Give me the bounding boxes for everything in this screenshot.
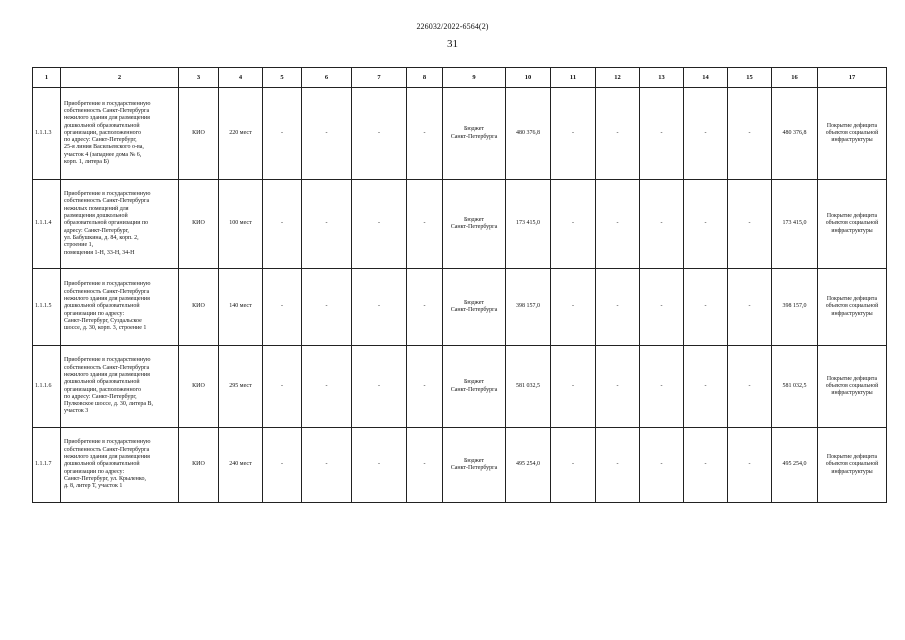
purpose-note-line: инфраструктуры: [831, 390, 873, 397]
purpose-note-line: объектов социальной: [825, 129, 879, 136]
value-cell: -: [551, 428, 596, 503]
item-description-line: нежилого здания для размещения: [64, 371, 150, 378]
item-description-line: нежилого здания для размещения: [64, 296, 150, 303]
funding-source-line: Санкт-Петербурга: [450, 133, 498, 140]
table-row: [33, 346, 887, 428]
purpose-note: [818, 428, 887, 503]
table-row: [33, 180, 887, 269]
item-description-line: Приобретение в государственную: [64, 100, 151, 107]
capacity-cell: 295 мест: [219, 346, 263, 428]
purpose-note-line: Покрытие дефицита: [826, 296, 878, 303]
item-description-line: по адресу: Санкт-Петербург,: [64, 393, 137, 400]
item-description: [61, 269, 179, 346]
item-description-line: помещения 1-Н, 33-Н, 34-Н: [64, 249, 135, 256]
value-cell: -: [728, 269, 772, 346]
funding-source: [443, 88, 506, 180]
purpose-note: [818, 88, 887, 180]
year-value-cell: 398 157,0: [772, 269, 818, 346]
item-description-line: образовательной организации по: [64, 220, 149, 227]
item-description-line: дошкольной образовательной: [64, 122, 140, 129]
item-description-line: дошкольной образовательной: [64, 461, 140, 468]
value-cell: -: [684, 180, 728, 269]
value-cell: -: [728, 88, 772, 180]
funding-source-line: Бюджет: [463, 457, 485, 464]
value-cell: -: [302, 269, 352, 346]
value-cell: -: [352, 428, 407, 503]
item-description-line: по адресу: Санкт-Петербург,: [64, 137, 137, 144]
value-cell: -: [596, 180, 640, 269]
value-cell: -: [302, 346, 352, 428]
column-header: 8: [407, 68, 443, 88]
item-description-line: собственность Санкт-Петербурга: [64, 364, 150, 371]
item-description-line: организации, расположенного: [64, 386, 141, 393]
funding-source-line: Бюджет: [463, 216, 485, 223]
value-cell: -: [352, 88, 407, 180]
value-cell: -: [551, 269, 596, 346]
funding-source: [443, 269, 506, 346]
value-cell: -: [551, 88, 596, 180]
year-value-cell: 173 415,0: [772, 180, 818, 269]
total-cell: 581 032,5: [506, 346, 551, 428]
item-code: 1.1.1.6: [33, 346, 61, 428]
value-cell: -: [596, 88, 640, 180]
item-description-line: собственность Санкт-Петербурга: [64, 446, 150, 453]
item-description-line: размещения дошкольной: [64, 213, 128, 220]
value-cell: -: [263, 346, 302, 428]
item-description-line: участок 3: [64, 408, 89, 415]
column-header: 6: [302, 68, 352, 88]
column-header: 5: [263, 68, 302, 88]
executor-cell: КИО: [179, 180, 219, 269]
item-description-line: дошкольной образовательной: [64, 303, 140, 310]
item-description-line: Приобретение в государственную: [64, 357, 151, 364]
item-description-line: нежилого здания для размещения: [64, 115, 150, 122]
value-cell: -: [302, 180, 352, 269]
column-header: 11: [551, 68, 596, 88]
column-header: 9: [443, 68, 506, 88]
item-code: 1.1.1.4: [33, 180, 61, 269]
value-cell: -: [684, 269, 728, 346]
value-cell: -: [407, 88, 443, 180]
item-description-line: организации, расположенного: [64, 129, 141, 136]
executor-cell: КИО: [179, 428, 219, 503]
value-cell: -: [596, 346, 640, 428]
value-cell: -: [684, 88, 728, 180]
purpose-note-line: Покрытие дефицита: [826, 454, 878, 461]
funding-source-line: Бюджет: [463, 379, 485, 386]
purpose-note: [818, 346, 887, 428]
item-description: [61, 180, 179, 269]
value-cell: -: [640, 180, 684, 269]
value-cell: -: [352, 269, 407, 346]
column-header: 15: [728, 68, 772, 88]
page-number: 31: [447, 38, 458, 50]
table-row: [33, 88, 887, 180]
funding-source-line: Бюджет: [463, 126, 485, 133]
year-value-cell: 480 376,8: [772, 88, 818, 180]
value-cell: -: [728, 428, 772, 503]
total-cell: 398 157,0: [506, 269, 551, 346]
purpose-note: [818, 180, 887, 269]
item-description-line: собственность Санкт-Петербурга: [64, 198, 150, 205]
item-description-line: нежилых помещений для: [64, 205, 129, 212]
purpose-note-line: инфраструктуры: [831, 227, 873, 234]
item-description-line: собственность Санкт-Петербурга: [64, 288, 150, 295]
value-cell: -: [263, 269, 302, 346]
value-cell: -: [407, 269, 443, 346]
value-cell: -: [640, 269, 684, 346]
funding-source-line: Санкт-Петербурга: [450, 386, 498, 393]
value-cell: -: [407, 346, 443, 428]
value-cell: -: [407, 428, 443, 503]
funding-source-line: Санкт-Петербурга: [450, 224, 498, 230]
value-cell: -: [263, 428, 302, 503]
item-description-line: Пулковское шоссе, д. 30, литера В,: [64, 401, 154, 408]
column-header: 4: [219, 68, 263, 88]
document-number: 226032/2022-6564(2): [416, 22, 489, 31]
value-cell: -: [352, 180, 407, 269]
funding-source-line: Бюджет: [463, 299, 485, 306]
funding-source-line: Санкт-Петербурга: [450, 465, 498, 471]
column-header: 3: [179, 68, 219, 88]
purpose-note-line: объектов социальной: [825, 303, 879, 310]
purpose-note-line: Покрытие дефицита: [826, 375, 878, 382]
value-cell: -: [640, 346, 684, 428]
item-description-line: шоссе, д. 30, корп. 3, строение 1: [64, 325, 147, 332]
item-description: [61, 88, 179, 180]
executor-cell: КИО: [179, 88, 219, 180]
value-cell: -: [263, 88, 302, 180]
column-header: 13: [640, 68, 684, 88]
value-cell: -: [407, 180, 443, 269]
item-description-line: Приобретение в государственную: [64, 439, 151, 446]
item-description-line: нежилого здания для размещения: [64, 454, 150, 461]
item-description-line: собственность Санкт-Петербурга: [64, 107, 150, 114]
column-header: 1: [33, 68, 61, 88]
total-cell: 173 415,0: [506, 180, 551, 269]
purpose-note-line: инфраструктуры: [831, 468, 873, 475]
value-cell: -: [302, 88, 352, 180]
item-description-line: организации по адресу:: [64, 310, 125, 317]
program-table: [32, 67, 887, 503]
capacity-cell: 240 мест: [219, 428, 263, 503]
capacity-cell: 140 мест: [219, 269, 263, 346]
item-description-line: участок 4 (западнее дома № 6,: [64, 151, 142, 158]
item-description-line: Санкт-Петербург, Суздальское: [64, 317, 142, 324]
total-cell: 480 376,8: [506, 88, 551, 180]
item-description-line: 25-я линия Васильевского о-ва,: [64, 144, 144, 151]
year-value-cell: 495 254,0: [772, 428, 818, 503]
year-value-cell: 581 032,5: [772, 346, 818, 428]
purpose-note-line: Покрытие дефицита: [826, 122, 878, 129]
capacity-cell: 100 мест: [219, 180, 263, 269]
value-cell: -: [728, 180, 772, 269]
funding-source: [443, 180, 506, 269]
purpose-note-line: Покрытие дефицита: [826, 213, 878, 220]
column-header: 12: [596, 68, 640, 88]
total-cell: 495 254,0: [506, 428, 551, 503]
value-cell: -: [596, 269, 640, 346]
column-header: 10: [506, 68, 551, 88]
purpose-note-line: инфраструктуры: [831, 137, 873, 144]
item-description-line: организации по адресу:: [64, 468, 125, 475]
table-row: [33, 428, 887, 503]
column-header: 7: [352, 68, 407, 88]
purpose-note-line: объектов социальной: [825, 382, 879, 389]
funding-source: [443, 428, 506, 503]
executor-cell: КИО: [179, 269, 219, 346]
funding-source-line: Санкт-Петербурга: [450, 307, 498, 313]
value-cell: -: [684, 346, 728, 428]
item-description-line: Приобретение в государственную: [64, 191, 151, 198]
purpose-note: [818, 269, 887, 346]
column-header: 16: [772, 68, 818, 88]
purpose-note-line: объектов социальной: [825, 461, 879, 468]
column-header: 14: [684, 68, 728, 88]
value-cell: -: [352, 346, 407, 428]
value-cell: -: [728, 346, 772, 428]
column-header: 17: [818, 68, 887, 88]
purpose-note-line: инфраструктуры: [831, 310, 873, 317]
item-description-line: д. 8, литер Т, участок 1: [64, 483, 123, 490]
table-row: [33, 269, 887, 346]
funding-source: [443, 346, 506, 428]
item-description-line: ул. Бабушкина, д. 84, корп. 2,: [64, 234, 139, 241]
executor-cell: КИО: [179, 346, 219, 428]
value-cell: -: [640, 428, 684, 503]
item-description-line: адресу: Санкт-Петербург,: [64, 227, 129, 234]
header-row: [33, 68, 887, 88]
value-cell: -: [551, 346, 596, 428]
purpose-note-line: объектов социальной: [825, 220, 879, 227]
item-description-line: Санкт-Петербург, ул. Крыленко,: [64, 475, 146, 482]
value-cell: -: [684, 428, 728, 503]
column-header: 2: [61, 68, 179, 88]
value-cell: -: [302, 428, 352, 503]
item-description-line: корп. 1, литера Б): [64, 159, 109, 166]
value-cell: -: [263, 180, 302, 269]
item-description-line: Приобретение в государственную: [64, 281, 151, 288]
item-code: 1.1.1.7: [33, 428, 61, 503]
value-cell: -: [640, 88, 684, 180]
item-description-line: дошкольной образовательной: [64, 379, 140, 386]
item-description: [61, 428, 179, 503]
value-cell: -: [596, 428, 640, 503]
item-code: 1.1.1.3: [33, 88, 61, 180]
value-cell: -: [551, 180, 596, 269]
item-description-line: строение 1,: [64, 242, 94, 249]
item-code: 1.1.1.5: [33, 269, 61, 346]
item-description: [61, 346, 179, 428]
capacity-cell: 220 мест: [219, 88, 263, 180]
